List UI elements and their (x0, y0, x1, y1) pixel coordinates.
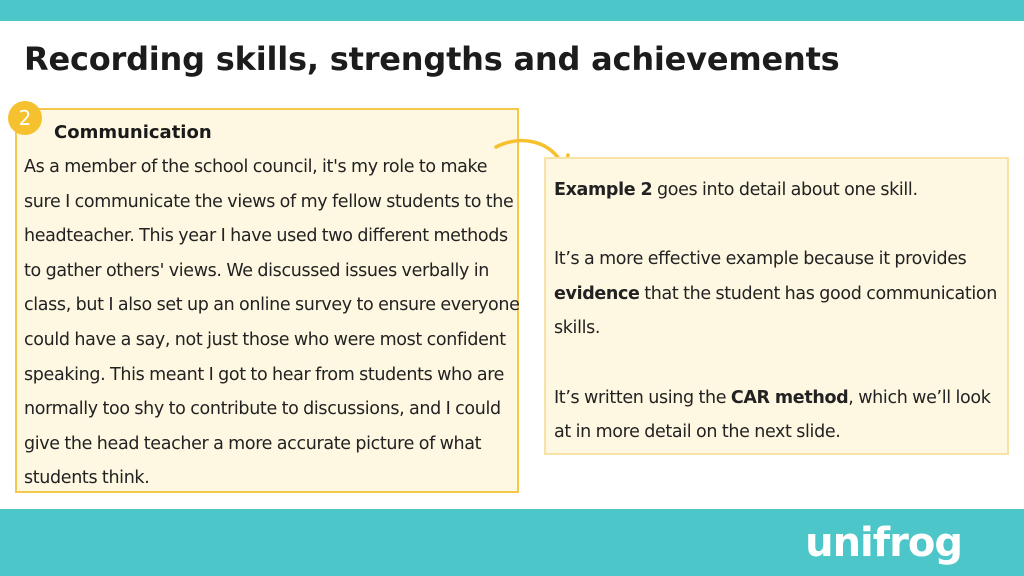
explanation-paragraph-1 (554, 173, 1004, 208)
footer-banner (0, 509, 1024, 576)
explanation-box (544, 157, 1009, 455)
example-box (15, 108, 519, 493)
step-number-badge: 2 (8, 101, 42, 135)
evidence-label: evidence (554, 283, 640, 304)
explanation-p3-end: , which we’ll look at in more detail on the next slide. (554, 387, 991, 443)
explanation-text (554, 173, 1004, 450)
explanation-p1-text: goes into detail about one skill. (652, 180, 918, 200)
explanation-paragraph-2 (554, 242, 1004, 346)
unifrog-logo: unifrog (805, 520, 962, 566)
explanation-paragraph-3 (554, 381, 1004, 450)
explanation-p2-end: that the student has good communication skills. (554, 283, 998, 339)
example-heading: Communication (54, 122, 212, 143)
page-title: Recording skills, strengths and achievements (24, 40, 840, 78)
explanation-p2-start: It’s a more effective example because it provides (554, 249, 967, 270)
car-method-label: CAR method (730, 387, 849, 408)
explanation-p3-start: It’s written using the (554, 387, 731, 408)
example-body: As a member of the school council, it's my role to make sure I communicate the views of my fellow students to the headteacher. This year I have used two different methods to gather others' views. We discussed issues verbally in class, but I also set up an online survey to ensure everyone could have a say, not just those who were most confident speaking. This meant I got to hear from students who are normally too shy to contribute to discussions, and I could give the head teacher a more accurate picture of what students think. (24, 157, 520, 489)
top-banner (0, 0, 1024, 21)
example-2-label: Example 2 (554, 180, 653, 200)
